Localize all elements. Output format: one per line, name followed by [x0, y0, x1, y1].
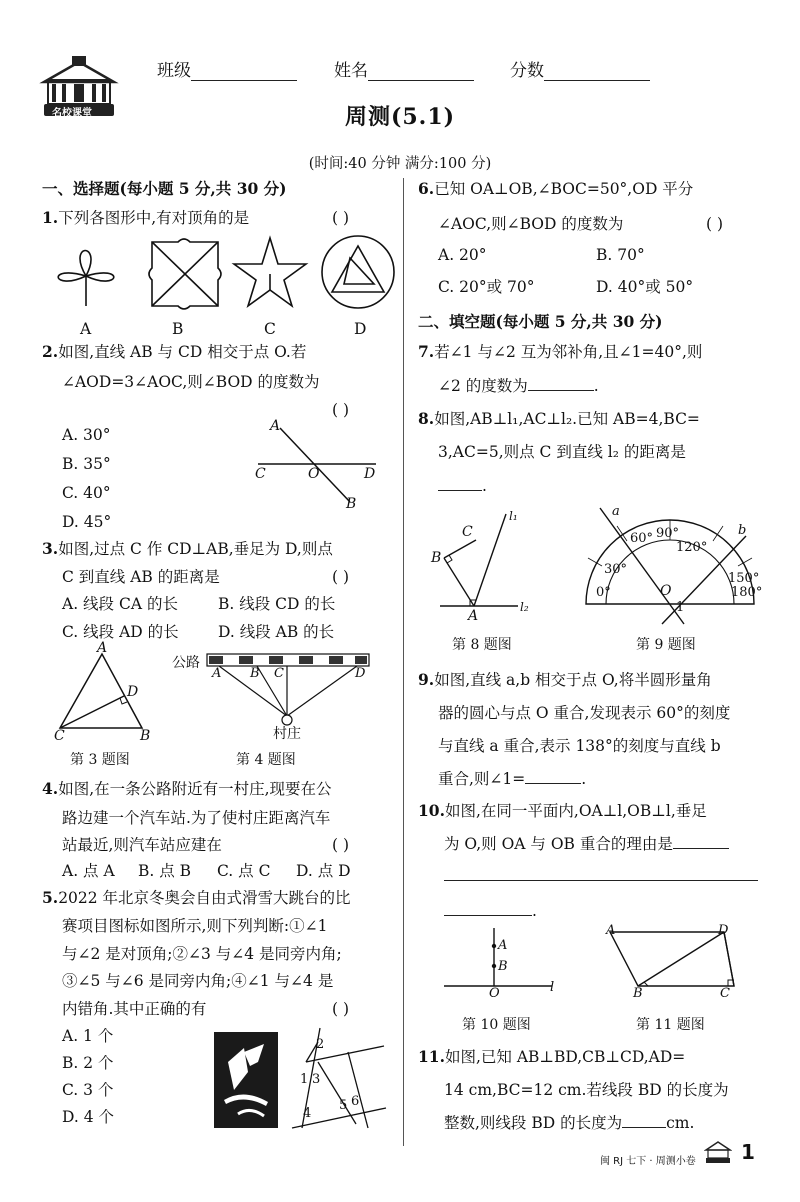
- q9-period: .: [581, 770, 587, 788]
- q1-figure-d: [322, 236, 394, 308]
- q3-option-c[interactable]: C. 线段 AD 的长: [62, 623, 179, 641]
- q6-line-2: ∠AOC,则∠BOD 的度数为: [438, 215, 624, 233]
- q2-option-b[interactable]: B. 35°: [62, 455, 111, 473]
- q8-label-c: C: [462, 524, 473, 540]
- q5-line-3: 与∠2 是对顶角;②∠3 与∠4 是同旁内角;: [62, 945, 342, 963]
- q2-label-b: B: [346, 496, 357, 512]
- q9-number: 9.: [418, 670, 435, 689]
- q2-label-o: O: [308, 466, 320, 482]
- q4-line-1: 如图,在一条公路附近有一村庄,现要在公: [58, 780, 332, 798]
- q8-line-2: 3,AC=5,则点 C 到直线 l₂ 的距离是: [438, 443, 686, 461]
- q10-text: 为 O,则 OA 与 OB 重合的理由是: [444, 835, 673, 853]
- q6-option-d[interactable]: D. 40°或 50°: [596, 278, 694, 296]
- question-3: [42, 534, 333, 564]
- score-field[interactable]: [510, 56, 650, 81]
- q10-label-a: A: [498, 938, 508, 953]
- q9-caption: 第 9 题图: [636, 637, 696, 653]
- q3-number: 3.: [42, 539, 59, 558]
- q10-answer-blank-1[interactable]: [673, 828, 729, 849]
- q4-label-d: D: [355, 666, 366, 681]
- q11-label-c: C: [720, 986, 730, 1001]
- exam-info: (时间:40 分钟 满分:100 分): [308, 156, 492, 172]
- q2-number: 2.: [42, 342, 59, 361]
- question-10: [418, 796, 707, 826]
- question-1: [42, 203, 249, 233]
- q10-line-2: [444, 828, 729, 859]
- q2-label-d: D: [364, 466, 376, 482]
- q9-label-30: 30°: [604, 562, 628, 577]
- section-fill-heading: 二、填空题(每小题 5 分,共 30 分): [418, 312, 663, 331]
- q11-text: 整数,则线段 BD 的长度为: [444, 1114, 623, 1132]
- q3-option-b[interactable]: B. 线段 CD 的长: [218, 595, 336, 613]
- q8-caption: 第 8 题图: [452, 637, 512, 653]
- q5-angle-4: 4: [303, 1106, 312, 1121]
- q5-option-b[interactable]: B. 2 个: [62, 1054, 114, 1072]
- q1-answer-bracket[interactable]: ( ): [332, 209, 350, 227]
- score-blank[interactable]: [544, 62, 650, 81]
- question-8: [418, 404, 700, 434]
- q9-label-angle-1: 1: [676, 600, 685, 615]
- q3-line-2: C 到直线 AB 的距离是: [62, 568, 220, 586]
- q9-label-60: 60°: [630, 531, 654, 546]
- q10-line-1: 如图,在同一平面内,OA⊥l,OB⊥l,垂足: [444, 802, 707, 820]
- q7-period: .: [593, 377, 599, 395]
- q10-period: .: [532, 902, 537, 920]
- q2-option-d[interactable]: D. 45°: [62, 513, 112, 531]
- footer-logo-icon: [704, 1140, 732, 1164]
- q8-line-3: [438, 470, 487, 501]
- logo-text: 名校课堂: [52, 108, 92, 119]
- q8-number: 8.: [418, 409, 435, 428]
- q7-line-2: [438, 370, 599, 401]
- q11-label-a: A: [606, 923, 616, 938]
- q4-option-b[interactable]: B. 点 B: [138, 862, 192, 880]
- q8-period: .: [482, 477, 487, 495]
- q1-text: 下列各图形中,有对顶角的是: [58, 209, 250, 227]
- name-field[interactable]: [334, 56, 474, 81]
- q9-label-0: 0°: [596, 585, 611, 600]
- q3-answer-bracket[interactable]: ( ): [332, 568, 350, 586]
- q9-line-3: 与直线 a 重合,表示 138°的刻度与直线 b: [438, 737, 721, 755]
- q11-label-d: D: [718, 923, 729, 938]
- q5-line-2: 赛项目图标如图所示,则下列判断:①∠1: [62, 917, 328, 935]
- footer-text: 闽 RJ 七下 · 周测小卷: [600, 1156, 696, 1167]
- q8-label-l1: l₁: [509, 509, 518, 523]
- q4-label-b: B: [250, 666, 260, 681]
- q10-answer-blank-2[interactable]: [444, 880, 758, 881]
- q8-line-1: 如图,AB⊥l₁,AC⊥l₂.已知 AB=4,BC=: [434, 410, 700, 428]
- q5-line-5: 内错角.其中正确的有: [62, 1000, 207, 1018]
- q5-line-1: 2022 年北京冬奥会自由式滑雪大跳台的比: [58, 889, 351, 907]
- score-label: 分数: [510, 61, 544, 81]
- q5-angle-2: 2: [316, 1037, 325, 1052]
- q8-answer-blank[interactable]: [438, 470, 482, 491]
- q3-line-1: 如图,过点 C 作 CD⊥AB,垂足为 D,则点: [58, 540, 333, 558]
- q2-label-a: A: [270, 418, 281, 434]
- question-11: [418, 1042, 685, 1072]
- q9-label-o: O: [660, 583, 672, 599]
- page-title: 周测(5.1): [344, 104, 456, 130]
- q4-line-3: 站最近,则汽车站应建在: [62, 836, 222, 854]
- q6-line-1: 已知 OA⊥OB,∠BOC=50°,OD 平分: [434, 180, 694, 198]
- q10-number: 10.: [418, 801, 445, 820]
- name-label: 姓名: [334, 61, 368, 81]
- q11-unit: cm.: [666, 1114, 695, 1132]
- q10-label-b: B: [498, 959, 508, 974]
- q11-answer-blank[interactable]: [622, 1107, 666, 1128]
- question-5: [42, 883, 351, 913]
- q8-label-b: B: [431, 550, 442, 566]
- q3-label-d: D: [127, 684, 139, 700]
- q5-angle-1: 1: [300, 1072, 309, 1087]
- q3-label-b: B: [140, 728, 151, 744]
- q2-answer-bracket[interactable]: ( ): [332, 401, 350, 419]
- q5-angle-5: 5: [339, 1098, 348, 1113]
- q4-number: 4.: [42, 779, 59, 798]
- q9-label-180: 180°: [731, 585, 763, 600]
- q2-label-c: C: [255, 466, 266, 482]
- q8-label-l2: l₂: [520, 600, 529, 614]
- q6-option-b[interactable]: B. 70°: [596, 246, 645, 264]
- q9-label-90: 90°: [656, 526, 680, 541]
- section-choice-heading: 一、选择题(每小题 5 分,共 30 分): [42, 179, 287, 198]
- name-blank[interactable]: [368, 62, 474, 81]
- q5-number: 5.: [42, 888, 59, 907]
- q5-option-d[interactable]: D. 4 个: [62, 1108, 115, 1126]
- q10-label-o: O: [489, 986, 500, 1001]
- q4-option-c[interactable]: C. 点 C: [217, 862, 271, 880]
- q1-label-c: C: [264, 320, 276, 338]
- class-field[interactable]: [157, 56, 297, 81]
- q5-angle-6: 6: [351, 1094, 360, 1109]
- q4-figure: [205, 652, 375, 728]
- page-number: 1: [741, 1140, 755, 1164]
- q4-answer-bracket[interactable]: ( ): [332, 836, 350, 854]
- q4-option-d[interactable]: D. 点 D: [296, 862, 351, 880]
- q1-label-a: A: [80, 320, 92, 338]
- q11-line-3: [444, 1107, 694, 1138]
- question-6: [418, 174, 693, 204]
- q1-figure-b: [149, 239, 221, 309]
- q6-option-a[interactable]: A. 20°: [438, 246, 487, 264]
- q9-label-a: a: [612, 504, 620, 519]
- q1-number: 1.: [42, 208, 59, 227]
- q4-option-a[interactable]: A. 点 A: [62, 862, 115, 880]
- q3-option-d[interactable]: D. 线段 AB 的长: [218, 623, 335, 641]
- q5-answer-bracket[interactable]: ( ): [332, 1000, 350, 1018]
- q10-line-4: [444, 895, 537, 926]
- q4-village-label: 村庄: [273, 726, 301, 742]
- q11-number: 11.: [418, 1047, 445, 1066]
- q6-option-c[interactable]: C. 20°或 70°: [438, 278, 535, 296]
- q11-label-b: B: [633, 986, 643, 1001]
- q9-answer-blank[interactable]: [525, 763, 581, 784]
- column-divider: [403, 178, 404, 1146]
- q1-figures: [46, 234, 396, 316]
- q9-label-150: 150°: [728, 571, 760, 586]
- q10-caption: 第 10 题图: [462, 1017, 531, 1033]
- q9-line-1: 如图,直线 a,b 相交于点 O,将半圆形量角: [434, 671, 712, 689]
- q2-option-c[interactable]: C. 40°: [62, 484, 111, 502]
- q3-option-a[interactable]: A. 线段 CA 的长: [62, 595, 178, 613]
- q3-label-a: A: [97, 640, 108, 656]
- q5-angle-3: 3: [312, 1072, 321, 1087]
- q4-caption: 第 4 题图: [236, 752, 296, 768]
- question-7: [418, 337, 702, 367]
- question-9: [418, 665, 712, 695]
- q4-label-a: A: [212, 666, 222, 681]
- q7-number: 7.: [418, 342, 435, 361]
- q6-number: 6.: [418, 179, 435, 198]
- q1-label-b: B: [172, 320, 184, 338]
- q2-option-a[interactable]: A. 30°: [62, 426, 111, 444]
- q10-label-l: l: [550, 980, 555, 995]
- q7-text: ∠2 的度数为: [438, 377, 528, 395]
- q1-figure-a: [58, 251, 114, 307]
- q4-line-2: 路边建一个汽车站.为了使村庄距离汽车: [62, 809, 331, 827]
- q8-label-a: A: [468, 608, 479, 624]
- q11-line-1: 如图,已知 AB⊥BD,CB⊥CD,AD=: [444, 1048, 686, 1066]
- q7-line-1: 若∠1 与∠2 互为邻补角,且∠1=40°,则: [434, 343, 703, 361]
- q9-text: 重合,则∠1=: [438, 770, 526, 788]
- q5-line-4: ③∠5 与∠6 是同旁内角;④∠1 与∠4 是: [62, 972, 334, 990]
- q3-label-c: C: [54, 728, 65, 744]
- question-4: [42, 774, 332, 804]
- q5-option-c[interactable]: C. 3 个: [62, 1081, 114, 1099]
- class-label: 班级: [157, 61, 191, 81]
- q9-label-120: 120°: [676, 540, 708, 555]
- q9-line-2: 器的圆心与点 O 重合,发现表示 60°的刻度: [438, 704, 731, 722]
- q11-caption: 第 11 题图: [636, 1017, 705, 1033]
- q10-answer-blank-3[interactable]: [444, 895, 532, 916]
- q2-line-2: ∠AOD=3∠AOC,则∠BOD 的度数为: [62, 373, 320, 391]
- q7-answer-blank[interactable]: [528, 370, 594, 391]
- q2-line-1: 如图,直线 AB 与 CD 相交于点 O.若: [58, 343, 307, 361]
- ski-jump-pictogram-icon: [214, 1032, 278, 1128]
- q9-line-4: [438, 763, 586, 794]
- q1-label-d: D: [354, 320, 367, 338]
- q6-answer-bracket[interactable]: ( ): [706, 215, 724, 233]
- q4-label-c: C: [274, 666, 284, 681]
- class-blank[interactable]: [191, 62, 297, 81]
- q11-line-2: 14 cm,BC=12 cm.若线段 BD 的长度为: [444, 1081, 729, 1099]
- q9-label-b: b: [738, 523, 747, 538]
- q3-caption: 第 3 题图: [70, 752, 130, 768]
- q5-option-a[interactable]: A. 1 个: [62, 1027, 114, 1045]
- question-2: [42, 337, 306, 367]
- q4-road-label: 公路: [172, 655, 200, 671]
- q1-figure-c: [234, 238, 306, 306]
